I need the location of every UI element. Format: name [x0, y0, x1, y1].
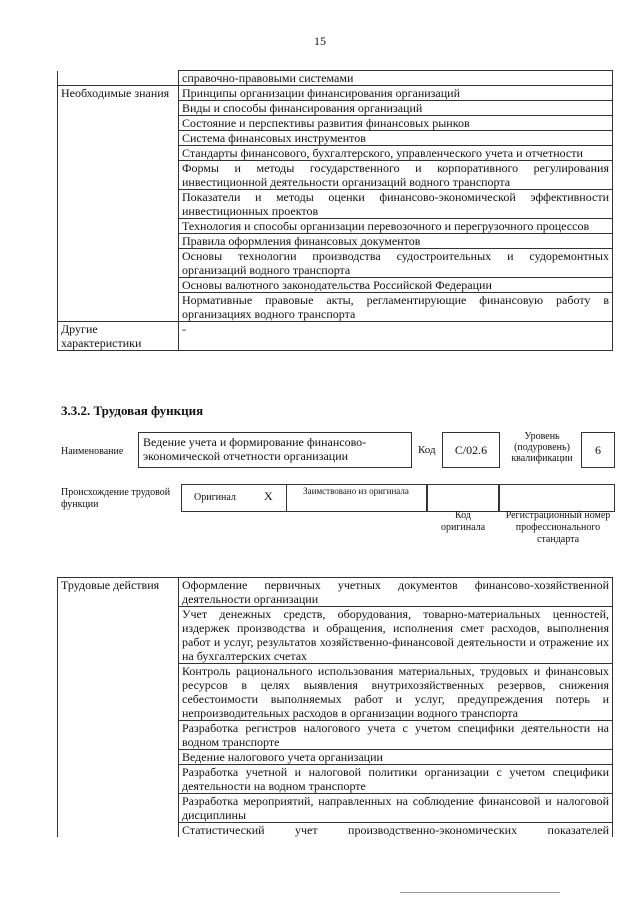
action-item: Контроль рационального использования материальных, трудовых и финансовых ресурсов в целях выявления внутрихозяйственных резервов, снижения себестоимости выполняемых работ и услуг, предупреждения потерь и непроизводительных расходов в организации водного транспорта [179, 664, 613, 721]
action-item: Разработка учетной и налоговой политики организации с учетом специфики деятельности на водном транспорте [179, 765, 613, 794]
action-item: Ведение налогового учета организации [179, 750, 613, 765]
knowledge-item: Виды и способы финансирования организаций [179, 101, 613, 116]
page-number: 15 [314, 34, 326, 48]
knowledge-item: Нормативные правовые акты, регламентирующие финансовую работу в организациях водного транспорта [179, 293, 613, 322]
reg-number-box [499, 484, 615, 512]
knowledge-item: Показатели и методы оценки финансово-экономической эффективности инвестиционных проектов [179, 190, 613, 219]
level-label: Уровень (подуровень) квалификации [511, 431, 573, 464]
knowledge-item: Основы технологии производства судостроительных и судоремонтных организаций водного транспорта [179, 249, 613, 278]
name-label: Наименование [61, 446, 124, 457]
bottom-rule [400, 892, 560, 893]
code-label: Код [418, 444, 436, 456]
actions-table [57, 577, 613, 837]
table-row [58, 322, 613, 351]
borrowed-label: Заимствовано из оригинала [303, 486, 409, 496]
origin-box [181, 484, 427, 512]
level-box [581, 432, 615, 468]
table-row [58, 71, 613, 86]
knowledge-item: справочно-правовыми системами [179, 71, 613, 86]
knowledge-item: Технология и способы организации перевозочного и перегрузочного процессов [179, 219, 613, 234]
action-item: Учет денежных средств, оборудования, товарно-материальных ценностей, издержек производства и обращения, исполнения смет расходов, выполнения работ и услуг, результатов хозяйственно-финансовой деятельности и отражение их на бухгалтерских счетах [179, 607, 613, 664]
action-item: Разработка регистров налогового учета с учетом специфики деятельности на водном транспорте [179, 721, 613, 750]
section-heading: 3.3.2. Трудовая функция [61, 403, 204, 418]
other-value: - [179, 322, 613, 351]
action-item: Разработка мероприятий, направленных на соблюдение финансовой и налоговой дисциплины [179, 794, 613, 823]
level-value: 6 [595, 443, 601, 457]
knowledge-table [57, 70, 613, 351]
table-row [58, 578, 613, 607]
action-item: Оформление первичных учетных документов финансово-хозяйственной деятельности организации [179, 578, 613, 607]
knowledge-item: Правила оформления финансовых документов [179, 234, 613, 249]
knowledge-item: Формы и методы государственного и корпоративного регулирования инвестиционной деятельности организаций водного транспорта [179, 161, 613, 190]
function-name: Ведение учета и формирование финансово-экономической отчетности организации [143, 435, 367, 463]
knowledge-item: Стандарты финансового, бухгалтерского, управленческого учета и отчетности [179, 146, 613, 161]
knowledge-item: Принципы организации финансирования организаций [179, 86, 613, 101]
code-box [442, 432, 500, 468]
knowledge-item: Основы валютного законодательства Российской Федерации [179, 278, 613, 293]
table-row [58, 86, 613, 101]
row-label-actions: Трудовые действия [58, 578, 179, 838]
original-label: Оригинал [194, 492, 236, 503]
original-mark: X [264, 489, 273, 503]
row-label-other: Другие характеристики [58, 322, 179, 351]
code-caption: Код оригинала [440, 510, 486, 533]
knowledge-item: Состояние и перспективы развития финансовых рынков [179, 116, 613, 131]
row-label-knowledge: Необходимые знания [58, 86, 179, 322]
reg-caption: Регистрационный номер профессионального стандарта [505, 510, 611, 545]
code-value: С/02.6 [454, 443, 488, 457]
origin-label: Происхождение трудовой функции [61, 487, 171, 510]
action-item: Статистический учет производственно-экономических показателей [179, 823, 613, 838]
code-original-box [427, 484, 499, 512]
knowledge-item: Система финансовых инструментов [179, 131, 613, 146]
name-box [138, 432, 412, 468]
